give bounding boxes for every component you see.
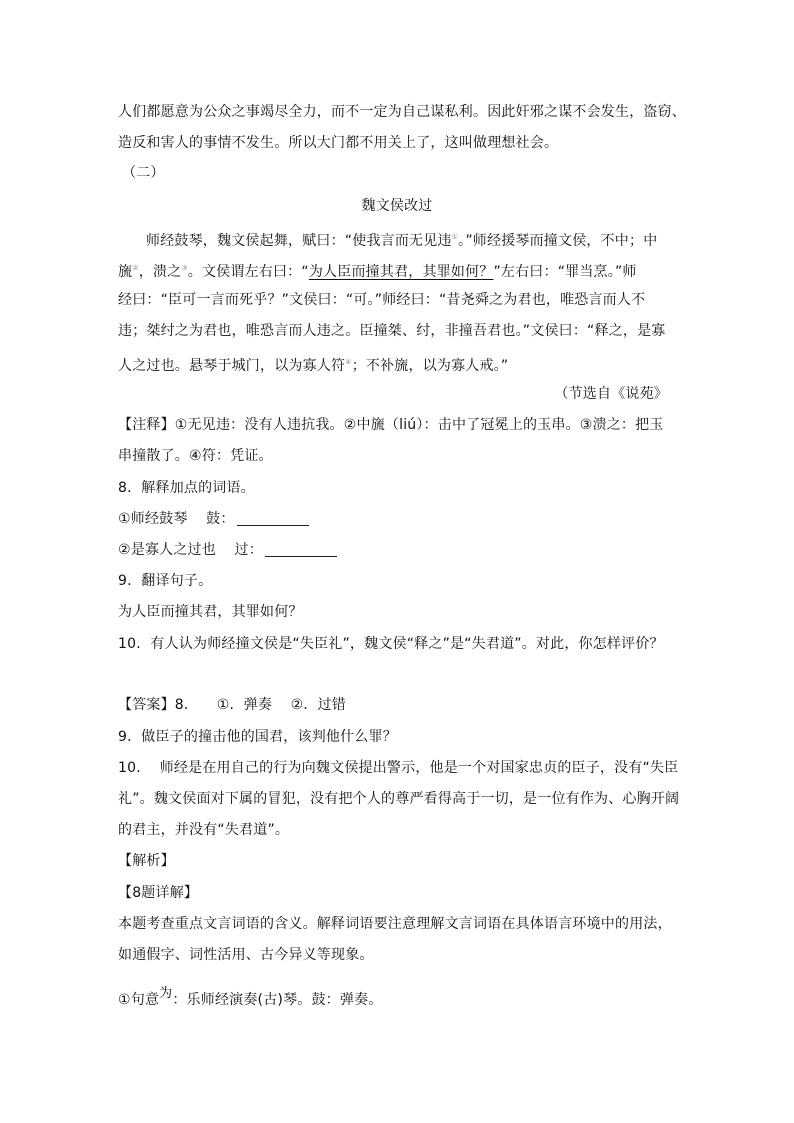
passage-line-4: 违；桀纣之为君也，唯恐言而人违之。臣撞桀、纣，非撞吾君也。”文侯曰：“释之，是寡 (118, 323, 666, 339)
answer-blank-1[interactable] (237, 511, 309, 526)
passage-line-2: 旒②，溃之③。文侯谓左右曰：“为人臣而撞其君，其罪如何？”左右曰：“罪当烹。”师 (118, 264, 637, 280)
analysis-subheading-8: 【8题详解】 (118, 885, 199, 901)
footnote-marker-1: ① (451, 233, 459, 241)
raised-character: 为 (159, 986, 173, 1001)
intro-line-2: 造反和害人的事情不发生。所以大门都不用关上了，这叫做理想社会。 (118, 135, 559, 151)
footnote-marker-3: ③ (181, 264, 188, 272)
analysis-line-1: 本题考查重点文言词语的含义。解释词语要注意理解文言词语在具体语言环境中的用法， (118, 916, 672, 932)
answer-line-5: 的君主，并没有“失君道”。 (118, 822, 290, 838)
question-8-item-1: ①师经鼓琴 鼓： (118, 509, 309, 529)
passage-line-1: 师经鼓琴，魏文侯起舞，赋曰：“使我言而无见违①。”师经援琴而撞文侯，不中；中 (146, 233, 658, 249)
notes-line-1: 【注释】①无见违：没有人违抗我。②中旒（liú）：击中了冠冕上的玉串。③溃之：把玉 (118, 417, 664, 433)
analysis-heading: 【解析】 (118, 853, 175, 869)
question-9: 9．翻译句子。 (118, 573, 213, 589)
analysis-line-3: ①句意为：乐师经演奏(古)琴。鼓：弹奏。 (118, 986, 383, 1008)
answer-blank-2[interactable] (265, 542, 337, 557)
answer-line-3: 10． 师经是在用自己的行为向魏文侯提出警示，他是一个对国家忠贞的臣子，没有“失臣 (118, 760, 679, 776)
underlined-sentence: 为人臣而撞其君，其罪如何？ (308, 264, 494, 280)
section-label: （二） (122, 165, 165, 181)
answer-line-1: 【答案】8． ①．弹奏 ②．过错 (118, 697, 347, 713)
passage-source: （节选自《说苑》 (554, 386, 668, 402)
footnote-marker-4: ④ (345, 358, 352, 366)
passage-line-3: 经曰：“臣可一言而死乎？”文侯曰：“可。”师经曰：“昔尧舜之为君也，唯恐言而人不 (118, 292, 646, 308)
question-8-item-2: ②是寡人之过也 过： (118, 540, 337, 560)
question-10: 10．有人认为师经撞文侯是“失臣礼”，魏文侯“释之”是“失君道”。对此，你怎样评价？ (118, 636, 664, 652)
notes-line-2: 串撞散了。④符：凭证。 (118, 448, 273, 464)
analysis-line-2: 如通假字、词性活用、古今异义等现象。 (118, 947, 374, 963)
question-9-sentence: 为人臣而撞其君，其罪如何？ (118, 604, 303, 620)
footnote-marker-2: ② (132, 264, 139, 272)
question-8: 8．解释加点的词语。 (118, 480, 255, 496)
answer-line-4: 礼”。魏文侯面对下属的冒犯，没有把个人的尊严看得高于一切，是一位有作为、心胸开阔 (118, 791, 680, 807)
passage-line-5: 人之过也。悬琴于城门，以为寡人符④；不补旒，以为寡人戒。” (118, 358, 509, 374)
answer-line-2: 9．做臣子的撞击他的国君，该判他什么罪？ (118, 729, 397, 745)
intro-line-1: 人们都愿意为公众之事竭尽全力，而不一定为自己谋私利。因此奸邪之谋不会发生，盗窃、 (118, 104, 686, 120)
passage-title: 魏文侯改过 (361, 198, 433, 214)
